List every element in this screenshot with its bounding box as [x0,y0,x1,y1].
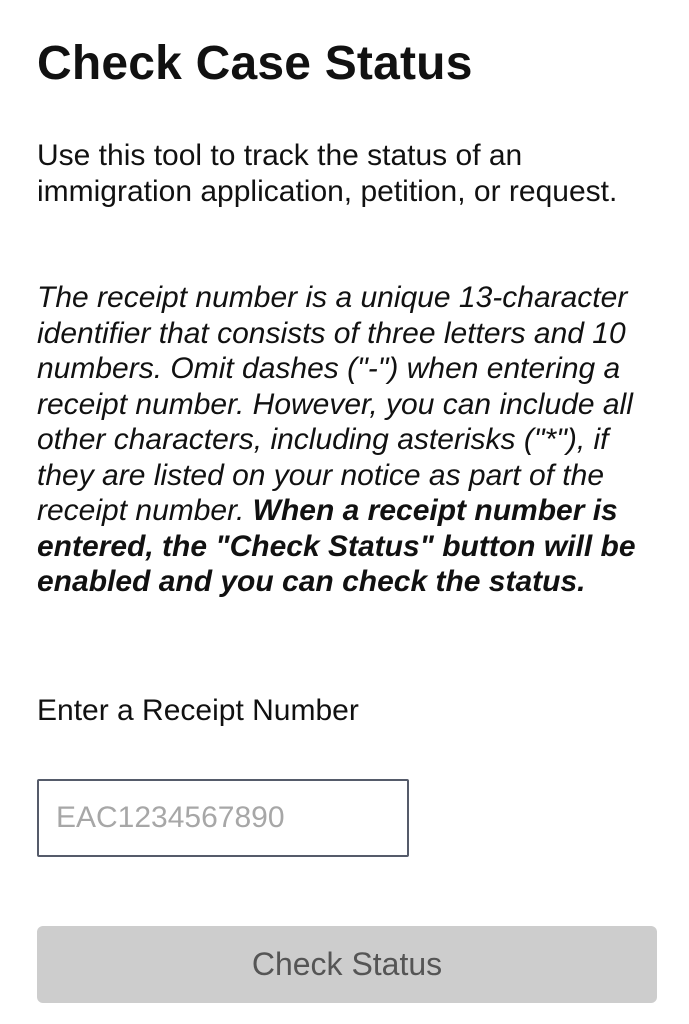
receipt-number-note [37,280,667,600]
receipt-number-note-bold: When a receipt number is entered, the "Check Status" button will be enabled and you can check the status. [37,494,636,598]
intro-text: Use this tool to track the status of an immigration application, petition, or request. [37,139,618,208]
page-title: Check Case Status [37,37,473,90]
receipt-number-input[interactable] [37,779,409,857]
receipt-number-note-regular: The receipt number is a unique 13-character identifier that consists of three letters and 10 numbers. Omit dashes ("-") when entering a receipt number. However, you can include all other characters, including asterisks ("*"), if they are listed on your notice as part of the receipt number. [37,281,633,527]
receipt-number-label: Enter a Receipt Number [37,694,359,727]
check-status-button[interactable]: Check Status [37,926,657,1003]
